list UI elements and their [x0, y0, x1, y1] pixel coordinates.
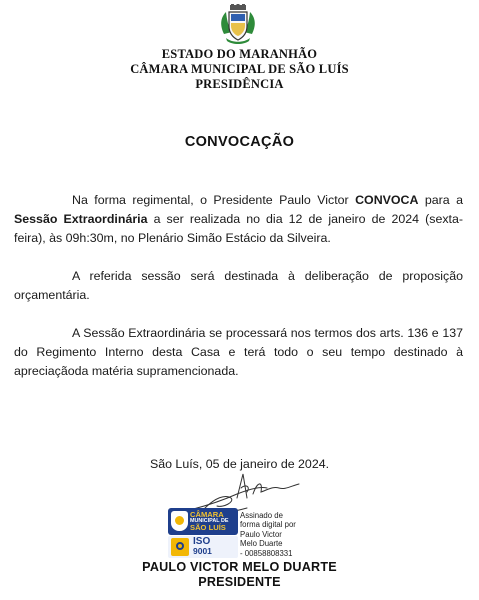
digital-signature-line: - 00858808331	[240, 548, 293, 558]
crest-icon	[171, 511, 188, 531]
header-state: ESTADO DO MARANHÃO	[161, 47, 318, 61]
certification-stamp	[168, 508, 238, 558]
place-date: São Luís, 05 de janeiro de 2024.	[149, 457, 330, 471]
paragraph-purpose: A referida sessão será destinada à deliberação de proposição orçamentária.	[14, 269, 463, 302]
stamp-institution	[190, 511, 236, 531]
coat-of-arms-icon	[218, 4, 258, 46]
stamp-banner	[168, 508, 238, 535]
certified-icon	[171, 538, 189, 556]
header-presidency: PRESIDÊNCIA	[195, 77, 284, 91]
digital-signature-line: Paulo Victor	[240, 529, 282, 539]
paragraph-text: a ser realizada no dia 12 de janeiro de 2024 (sexta-feira), às 09h:30m, no Plenário Simão Estácio da Silveira.	[14, 212, 464, 245]
header-chamber: CÂMARA MUNICIPAL DE SÃO LUÍS	[130, 62, 349, 76]
paragraph-text: Na forma regimental, o Presidente Paulo Victor	[72, 193, 356, 207]
iso-number: 9001	[193, 546, 212, 556]
iso-label: ISO	[193, 536, 211, 547]
paragraph-convocation	[14, 191, 463, 248]
paragraph-text: para a	[418, 193, 464, 207]
stamp-iso-panel	[168, 536, 238, 558]
stamp-name-line: CÂMARA	[190, 510, 224, 519]
document-title: CONVOCAÇÃO	[184, 134, 295, 150]
convoca-keyword: CONVOCA	[355, 193, 419, 207]
session-type: Sessão Extraordinária	[14, 212, 148, 226]
digital-signature-line: Assinado de	[240, 511, 283, 520]
signer-name: PAULO VICTOR MELO DUARTE	[142, 560, 337, 574]
stamp-name-line: SÃO LUÍS	[190, 523, 226, 533]
digital-signature-line: Melo Duarte	[240, 539, 283, 549]
paragraph-regulation: A Sessão Extraordinária se processará nos termos dos arts. 136 e 137 do Regimento Interno desta Casa e terá todo o seu tempo destinado à apreciaçãoda matéria supramencionada.	[14, 326, 463, 378]
digital-signature-line: forma digital por	[240, 520, 296, 530]
digital-signature-info	[240, 511, 320, 558]
stamp-name-line: MUNICIPAL DE	[190, 518, 229, 525]
signer-role: PRESIDENTE	[198, 575, 281, 589]
